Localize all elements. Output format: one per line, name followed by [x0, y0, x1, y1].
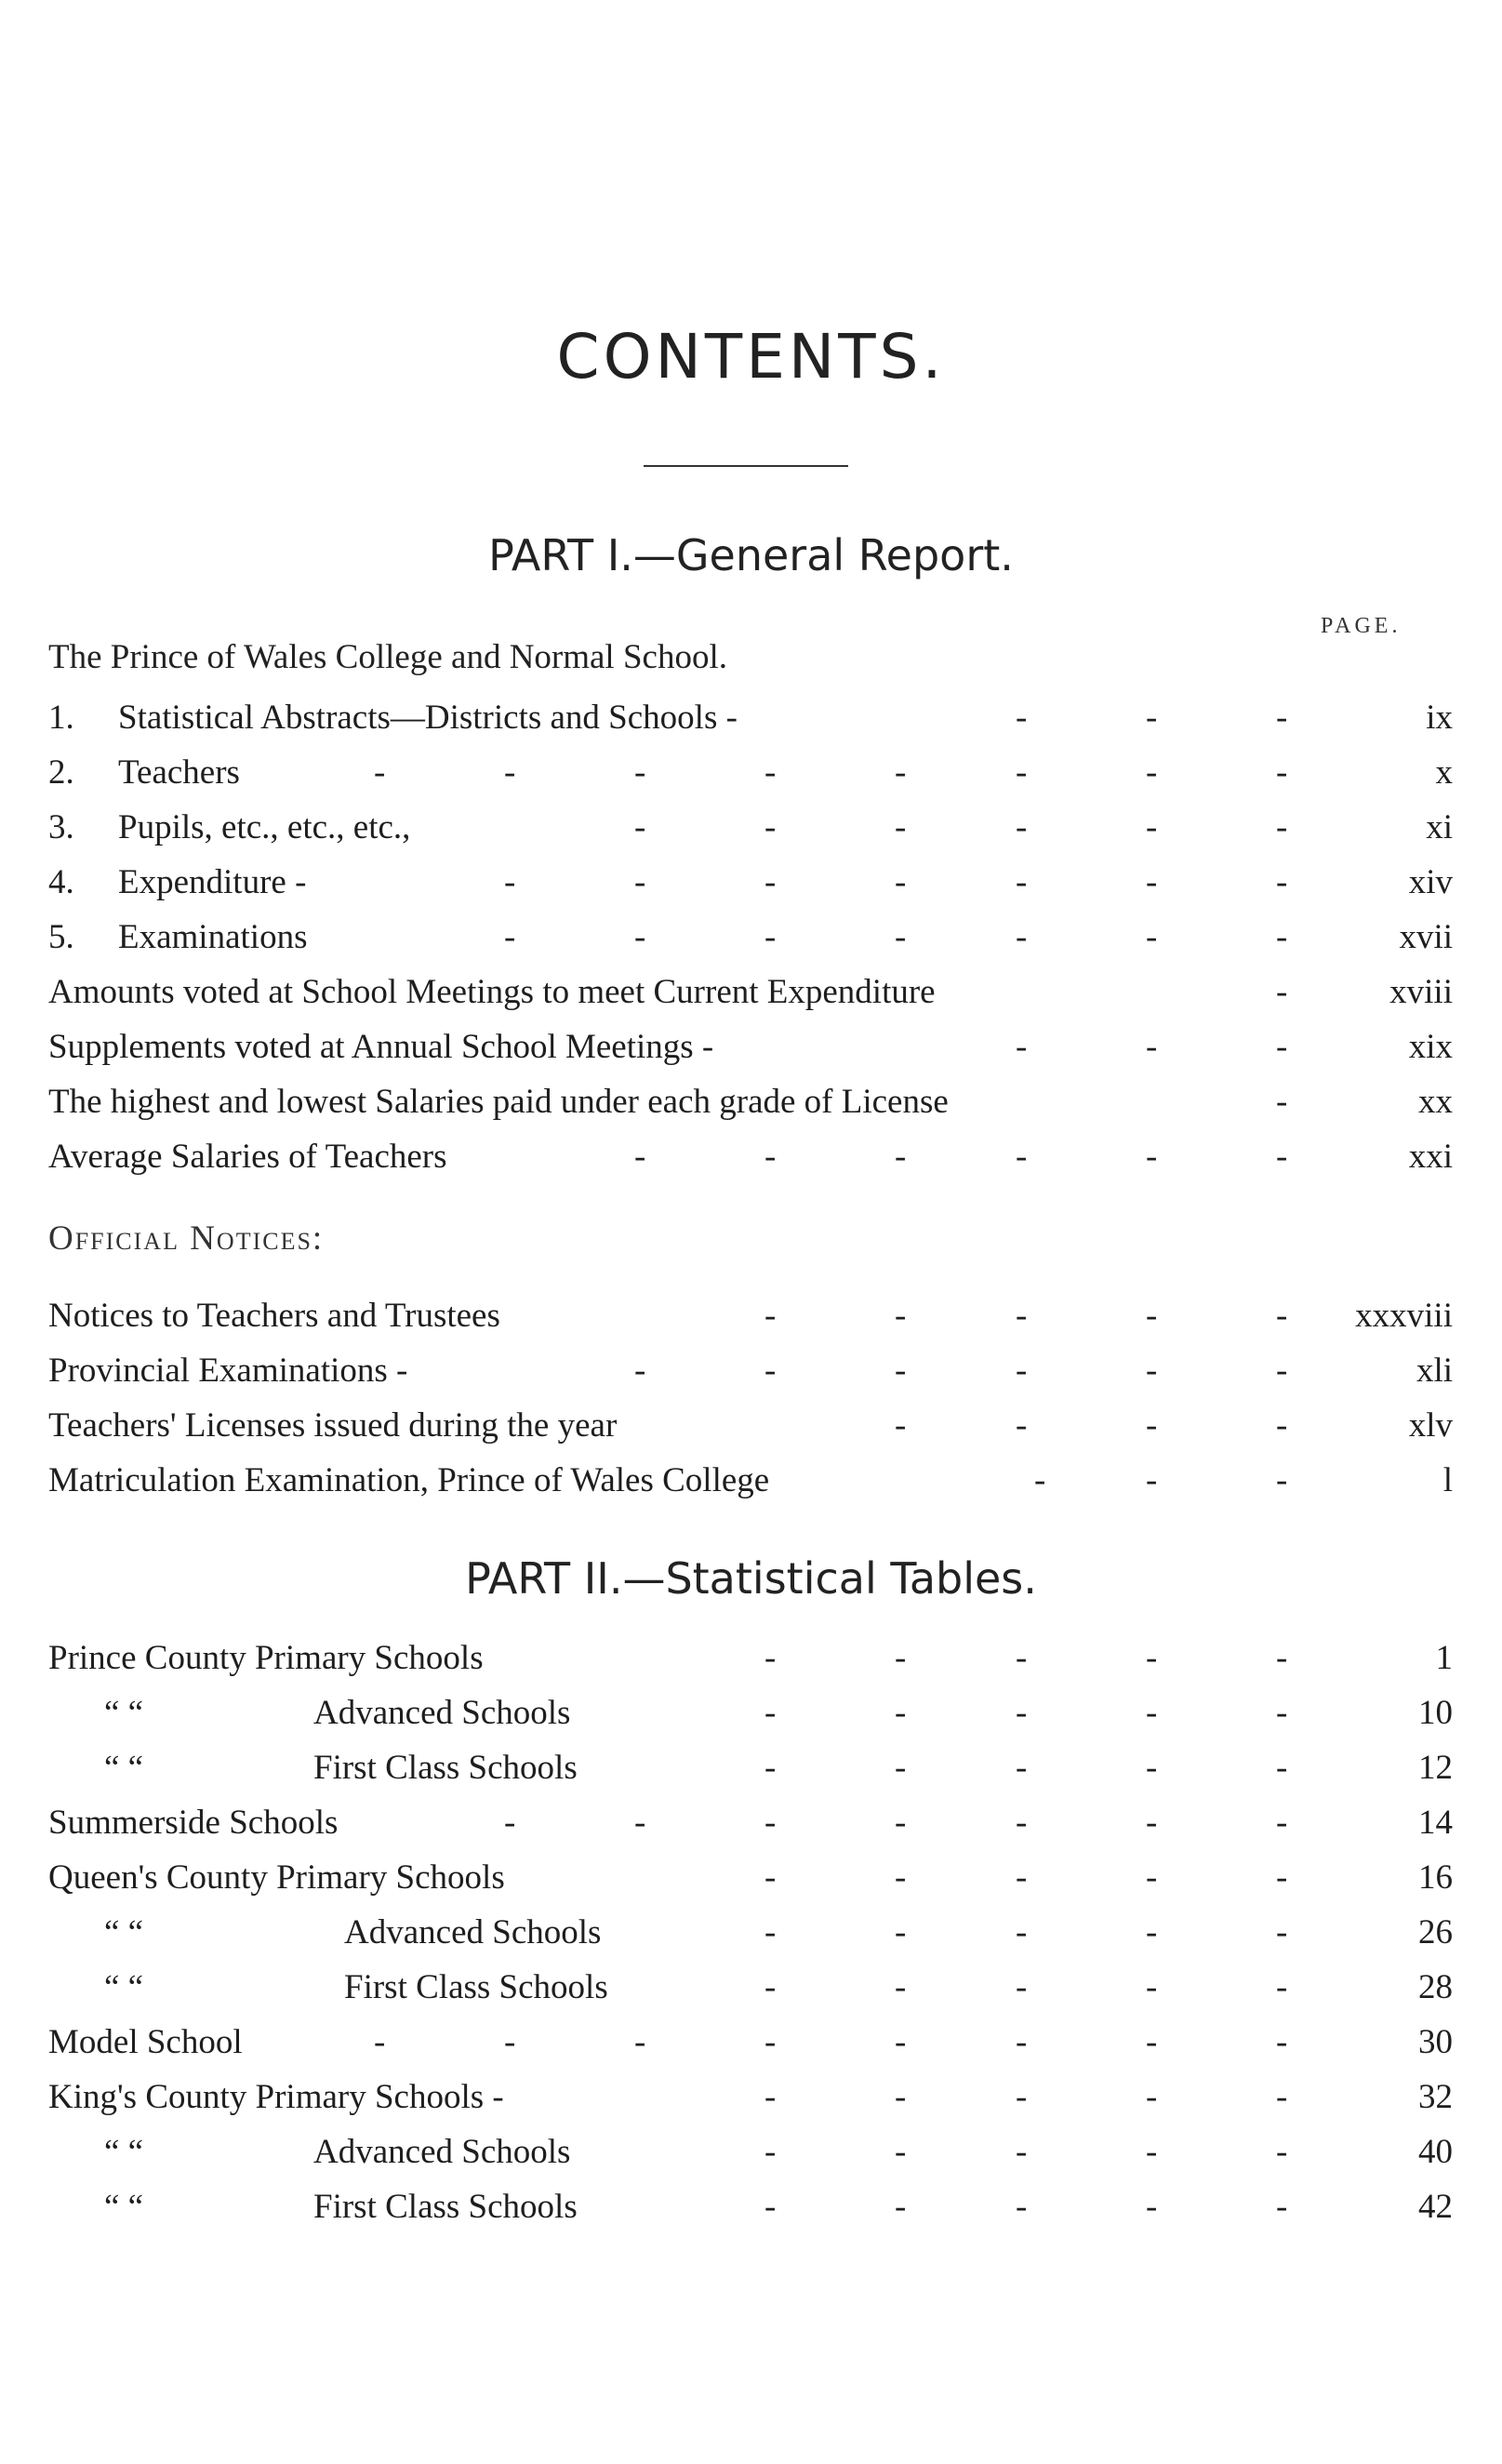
entry-label: Examinations [118, 918, 308, 956]
toc-entry[interactable]: “ “ Advanced Schools - - - - - 26 [48, 1910, 1453, 1956]
entry-page: xi [1426, 808, 1453, 846]
entry-page: xvii [1399, 918, 1453, 956]
entry-page: xxi [1408, 1138, 1453, 1176]
part1-header-line: The Prince of Wales College and Normal School. [48, 638, 727, 676]
entry-page: 1 [1435, 1639, 1453, 1677]
toc-entry[interactable]: 3. Pupils, etc., etc., etc., - - - - - - xi [48, 805, 1453, 851]
entry-label: Advanced Schools [344, 1913, 602, 1951]
toc-entry[interactable]: Queen's County Primary Schools - - - - - 16 [48, 1855, 1453, 1901]
entry-page: xxxviii [1355, 1297, 1453, 1335]
entry-page: xx [1418, 1083, 1453, 1121]
ditto-marks: “ “ [104, 1749, 144, 1787]
entry-label: First Class Schools [344, 1968, 608, 2006]
official-notices-label: Official Notices: [48, 1219, 325, 1258]
entry-page: x [1435, 753, 1453, 792]
entry-page: 42 [1418, 2188, 1453, 2226]
entry-label: Matriculation Examination, Prince of Wales College [48, 1461, 770, 1499]
toc-entry[interactable]: Notices to Teachers and Trustees - - - - - xxxviii [48, 1293, 1453, 1339]
entry-label: Queen's County Primary Schools [48, 1858, 505, 1897]
entry-label: Teachers [118, 753, 240, 792]
entry-label: Supplements voted at Annual School Meetings - [48, 1028, 714, 1066]
entry-page: 26 [1418, 1913, 1453, 1951]
toc-entry[interactable]: King's County Primary Schools - - - - - - 32 [48, 2074, 1453, 2121]
toc-entry[interactable]: Amounts voted at School Meetings to meet Current Expenditure - xviii [48, 969, 1453, 1016]
toc-entry[interactable]: Supplements voted at Annual School Meetings - - - - xix [48, 1024, 1453, 1071]
entry-label: Provincial Examinations - [48, 1352, 408, 1390]
entry-label: First Class Schools [313, 2188, 578, 2226]
entry-label: Average Salaries of Teachers [48, 1138, 447, 1176]
entry-page: 32 [1418, 2078, 1453, 2116]
entry-page: 12 [1418, 1749, 1453, 1787]
entry-page: xli [1416, 1352, 1453, 1390]
entry-label: Advanced Schools [313, 2133, 571, 2171]
entry-page: xix [1408, 1028, 1453, 1066]
ditto-marks: “ “ [104, 2133, 144, 2171]
ditto-marks: “ “ [104, 1694, 144, 1732]
toc-entry[interactable]: Model School - - - - - - - - 30 [48, 2019, 1453, 2066]
entry-number: 1. [48, 699, 74, 737]
entry-number: 3. [48, 808, 74, 846]
part2-heading: PART II.—Statistical Tables. [465, 1553, 1037, 1604]
toc-entry[interactable]: “ “ First Class Schools - - - - - 12 [48, 1745, 1453, 1791]
entry-label: First Class Schools [313, 1749, 578, 1787]
entry-label: The highest and lowest Salaries paid under each grade of License [48, 1083, 949, 1121]
entry-page: 10 [1418, 1694, 1453, 1732]
toc-entry[interactable]: 2. Teachers - - - - - - - - x [48, 750, 1453, 796]
entry-number: 2. [48, 753, 74, 792]
entry-page: xviii [1389, 973, 1453, 1011]
entry-page: xlv [1408, 1406, 1453, 1445]
entry-page: 30 [1418, 2023, 1453, 2061]
entry-label: Notices to Teachers and Trustees [48, 1297, 500, 1335]
entry-number: 5. [48, 918, 74, 956]
entry-label: Prince County Primary Schools [48, 1639, 484, 1677]
toc-entry[interactable]: Average Salaries of Teachers - - - - - - xxi [48, 1134, 1453, 1180]
ditto-marks: “ “ [104, 1968, 144, 2006]
ditto-marks: “ “ [104, 2188, 144, 2226]
toc-entry[interactable]: “ “ Advanced Schools - - - - - 40 [48, 2129, 1453, 2176]
entry-label: Expenditure - [118, 863, 307, 901]
toc-entry[interactable]: Teachers' Licenses issued during the year - - - - xlv [48, 1403, 1453, 1449]
ditto-marks: “ “ [104, 1913, 144, 1951]
toc-entry[interactable]: “ “ Advanced Schools - - - - - 10 [48, 1690, 1453, 1737]
entry-label: Amounts voted at School Meetings to meet Current Expenditure [48, 973, 936, 1011]
entry-label: King's County Primary Schools - [48, 2078, 504, 2116]
entry-page: 14 [1418, 1804, 1453, 1842]
toc-entry[interactable]: Prince County Primary Schools - - - - - 1 [48, 1635, 1453, 1682]
toc-entry[interactable]: Matriculation Examination, Prince of Wales College - - - l [48, 1458, 1453, 1504]
entry-label: Teachers' Licenses issued during the year [48, 1406, 618, 1445]
page-title: CONTENTS. [556, 321, 946, 393]
title-rule [644, 465, 848, 467]
toc-entry[interactable]: Provincial Examinations - - - - - - - xli [48, 1348, 1453, 1394]
part1-heading: PART I.—General Report. [488, 530, 1014, 580]
entry-page: 16 [1418, 1858, 1453, 1897]
toc-entry[interactable]: 1. Statistical Abstracts—Districts and Schools - - - - ix [48, 695, 1453, 741]
entry-page: xiv [1408, 863, 1453, 901]
entry-label: Summerside Schools [48, 1804, 339, 1842]
entry-page: 28 [1418, 1968, 1453, 2006]
toc-entry[interactable]: The highest and lowest Salaries paid under each grade of License - xx [48, 1079, 1453, 1125]
entry-page: l [1442, 1461, 1453, 1499]
toc-entry[interactable]: 5. Examinations - - - - - - - xvii [48, 914, 1453, 961]
entry-page: ix [1426, 699, 1453, 737]
entry-label: Advanced Schools [313, 1694, 571, 1732]
toc-entry[interactable]: Summerside Schools - - - - - - - 14 [48, 1800, 1453, 1846]
entry-label: Pupils, etc., etc., etc., [118, 808, 411, 846]
entry-page: 40 [1418, 2133, 1453, 2171]
entry-label: Statistical Abstracts—Districts and Schools - [118, 699, 738, 737]
page-column-label: PAGE. [1321, 614, 1402, 638]
entry-label: Model School [48, 2023, 243, 2061]
entry-number: 4. [48, 863, 74, 901]
toc-entry[interactable]: 4. Expenditure - - - - - - - - xiv [48, 859, 1453, 906]
toc-entry[interactable]: “ “ First Class Schools - - - - - 28 [48, 1965, 1453, 2011]
toc-entry[interactable]: “ “ First Class Schools - - - - - 42 [48, 2184, 1453, 2231]
